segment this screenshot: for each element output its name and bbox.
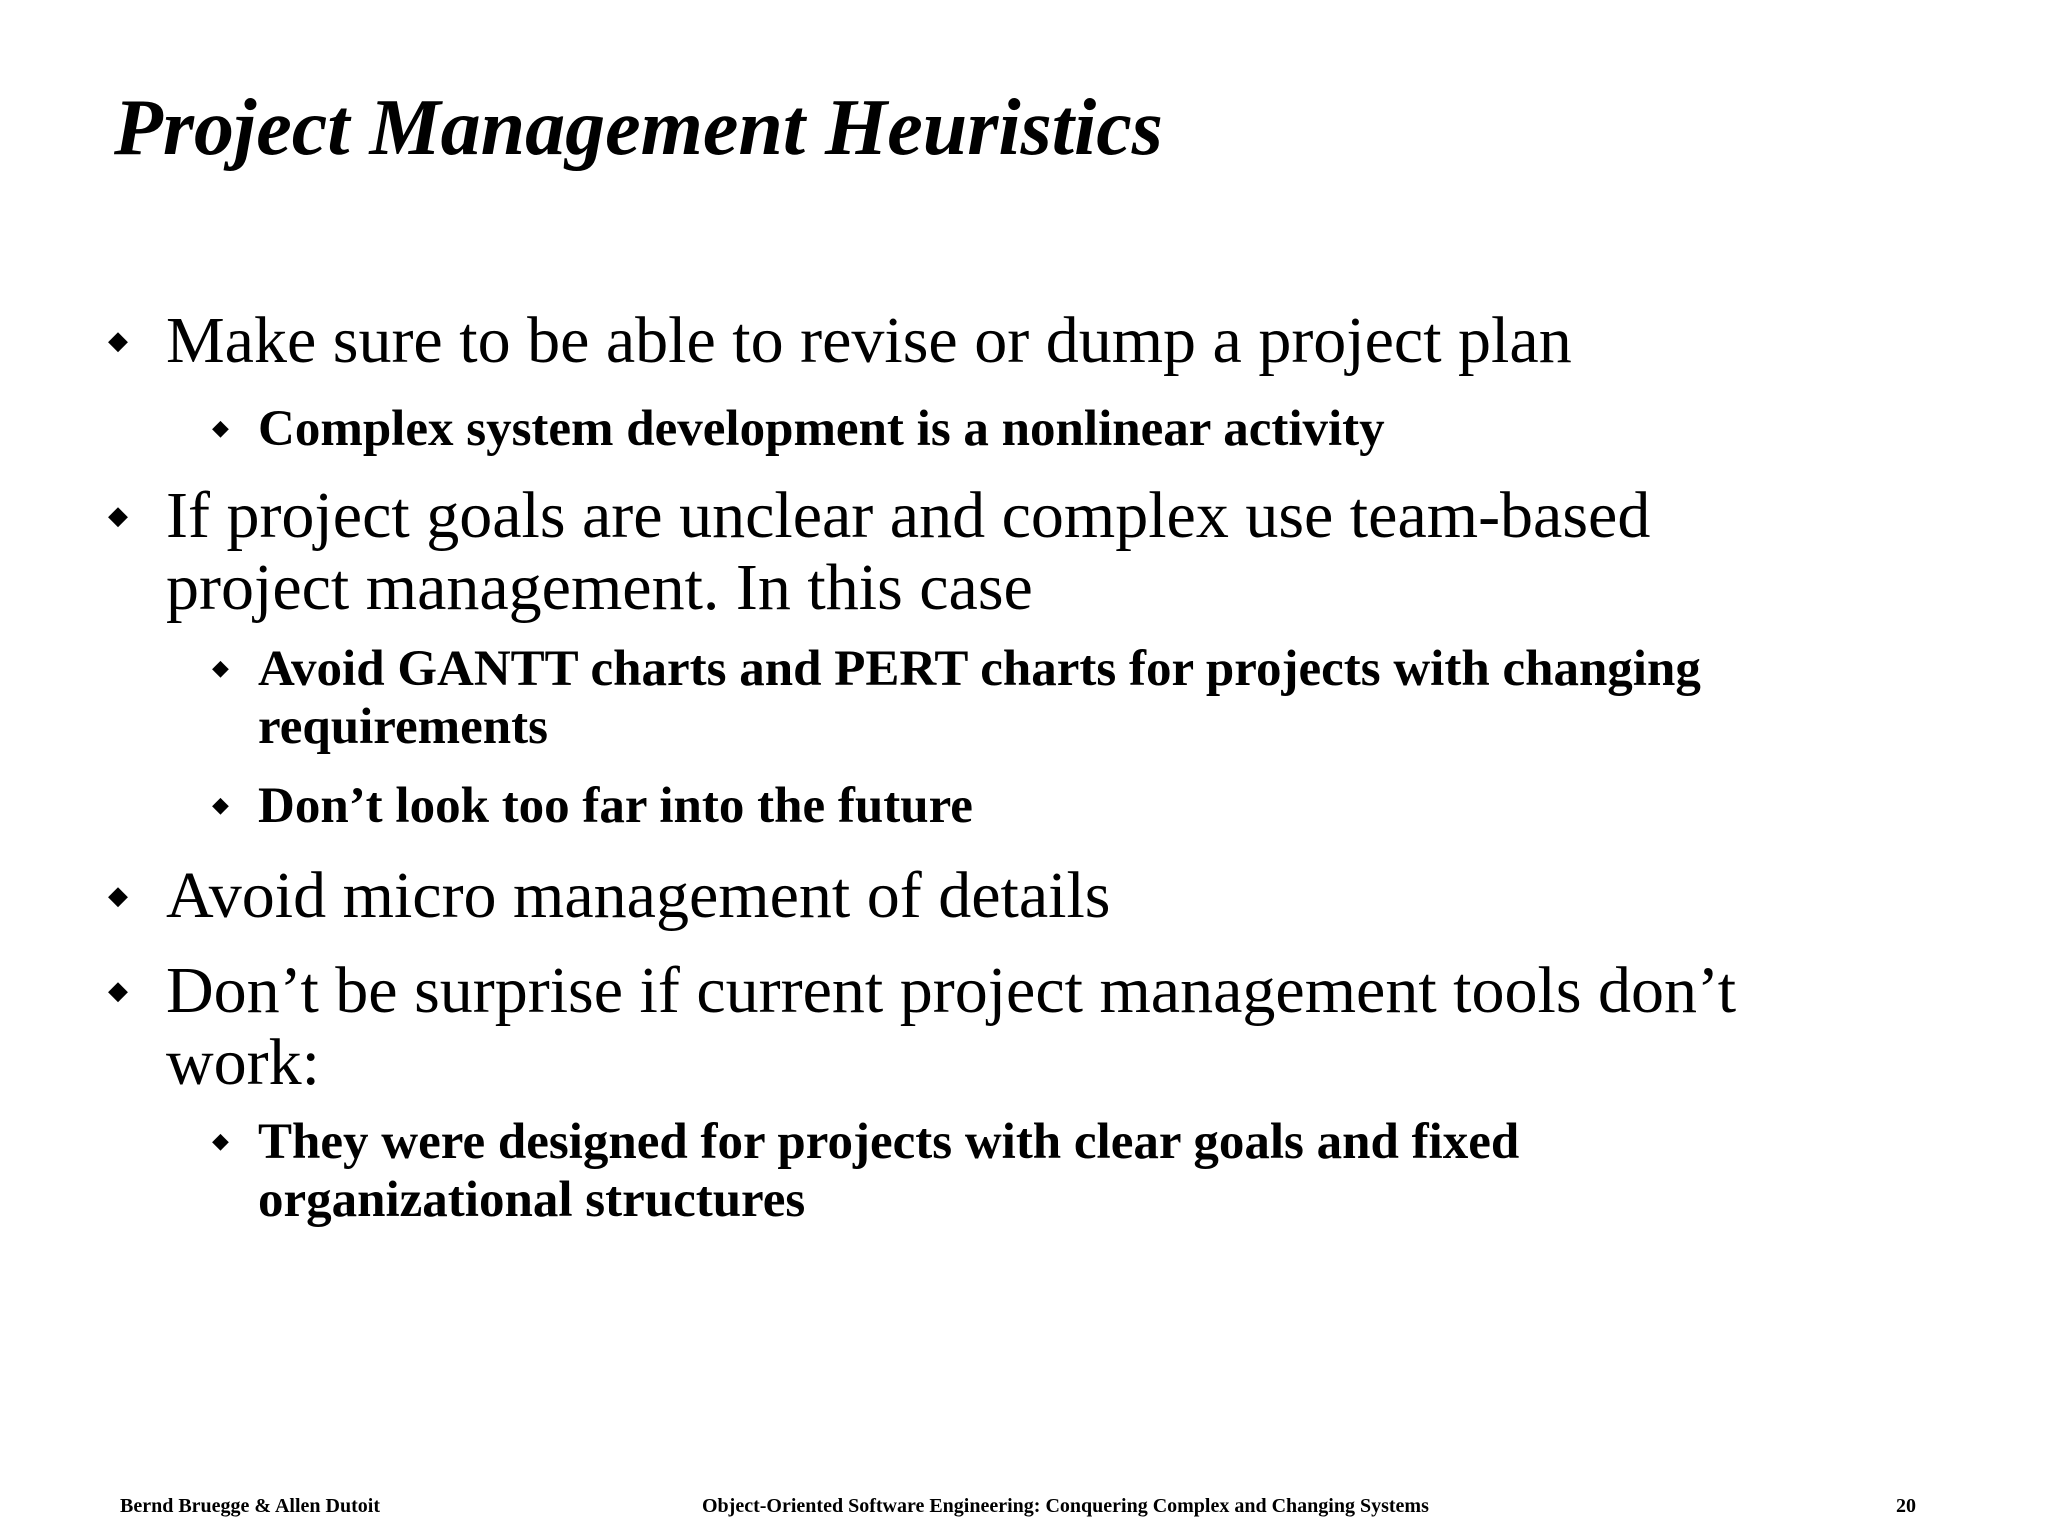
sub-bullet-item [212,640,1972,756]
diamond-bullet-icon: ◆ [212,416,229,441]
sub-bullet-item [212,400,2012,458]
slide-title: Project Management Heuristics [114,84,1163,172]
bullet-text: Make sure to be able to revise or dump a project plan [166,304,1572,377]
sub-bullet-text: Don’t look too far into the future [258,778,973,834]
sub-bullet-text: Complex system development is a nonlinear activity [258,401,1385,457]
sub-bullet-item [212,1113,1772,1229]
footer-authors: Bernd Bruegge & Allen Dutoit [120,1495,380,1517]
sub-bullet-item [212,777,2012,835]
footer-page-number: 20 [1896,1495,1916,1517]
diamond-bullet-icon: ◆ [212,656,229,681]
diamond-bullet-icon: ◆ [108,326,128,356]
bullet-text: Don’t be surprise if current project management tools don’t work: [166,954,1737,1099]
sub-bullet-text: They were designed for projects with clear goals and fixed organizational structures [258,1114,1520,1228]
diamond-bullet-icon: ◆ [212,1129,229,1154]
bullet-text: Avoid micro management of details [166,859,1111,932]
diamond-bullet-icon: ◆ [108,976,128,1006]
diamond-bullet-icon: ◆ [108,881,128,911]
bullet-item [108,955,1888,1099]
bullet-item [108,305,1988,377]
bullet-item [108,860,1988,932]
sub-bullet-text: Avoid GANTT charts and PERT charts for projects with changing requirements [258,641,1701,755]
diamond-bullet-icon: ◆ [108,501,128,531]
bullet-item [108,480,1768,624]
bullet-text: If project goals are unclear and complex use team-based project management. In this case [166,479,1651,624]
diamond-bullet-icon: ◆ [212,793,229,818]
footer-book-title: Object-Oriented Software Engineering: Conquering Complex and Changing Systems [702,1495,1429,1517]
